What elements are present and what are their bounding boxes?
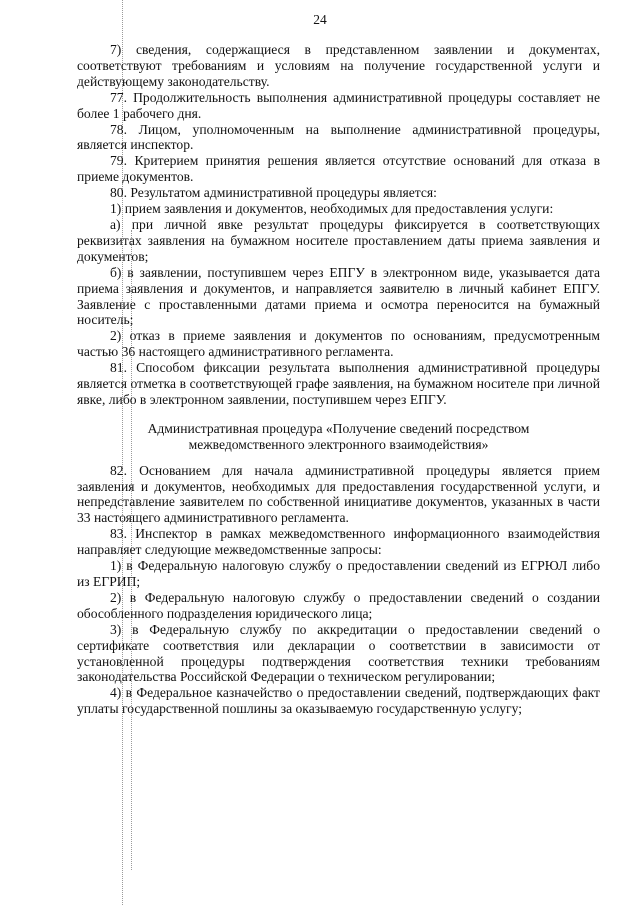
paragraph-78: 78. Лицом, уполномоченным на выполнение административной процедуры, является инспектор. bbox=[77, 121, 600, 153]
paragraph-79: 79. Критерием принятия решения является отсутствие оснований для отказа в приеме документов. bbox=[77, 153, 600, 185]
page-number: 24 bbox=[313, 12, 327, 27]
paragraph-83-1: 1) в Федеральную налоговую службу о предоставлении сведений из ЕГРЮЛ либо из ЕГРИП; bbox=[77, 558, 600, 589]
paragraph-83: 83. Инспектор в рамках межведомственного информационного взаимодействия направляет следующие межведомственные запросы: bbox=[77, 526, 600, 558]
paragraph-7: 7) сведения, содержащиеся в представленном заявлении и документах, соответствуют требованиям и условиям на получение государственной услуги и действующему законодательству. bbox=[77, 42, 600, 89]
paragraph-80-1b: б) в заявлении, поступившем через ЕПГУ в электронном виде, указывается дата приема заявления и документов, и направляется заявителю в личный кабинет ЕПГУ. Заявление с проставленными датами приема и осмотра переносится на бумажный носитель; bbox=[77, 264, 600, 328]
paragraph-77: 77. Продолжительность выполнения административной процедуры составляет не более 1 рабочего дня. bbox=[77, 89, 600, 121]
paragraph-80-1: 1) прием заявления и документов, необходимых для предоставления услуги: bbox=[110, 201, 554, 217]
paragraph-80-1a: а) при личной явке результат процедуры фиксируется в соответствующих реквизитах заявления на бумажном носителе проставлением даты приема заявления и документов; bbox=[77, 216, 600, 264]
section-heading bbox=[77, 421, 600, 453]
document-body bbox=[77, 42, 600, 717]
section-heading-line-1: Административная процедура «Получение сведений посредством bbox=[147, 420, 530, 436]
paragraph-83-2: 2) в Федеральную налоговую службу о предоставлении сведений о создании обособленного подразделения юридического лица; bbox=[77, 589, 600, 621]
paragraph-83-4: 4) в Федеральное казначейство о предоставлении сведений, подтверждающих факт уплаты государственной пошлины за оказываемую государственную услугу; bbox=[77, 685, 600, 717]
paragraph-82: 82. Основанием для начала административной процедуры является прием заявления и документов, необходимых для предоставления государственной услуги, и непредставление заявителем по собственной инициативе документов, указанных в части 33 настоящего административного регламента. bbox=[77, 462, 600, 526]
paragraph-83-3: 3) в Федеральную службу по аккредитации о предоставлении сведений о сертификате соответствия или декларации о соответствии в зависимости от установленной процедуры подтверждения соответствия техники требованиям законодательства Российской Федерации о техническом регулировании; bbox=[77, 621, 600, 685]
paragraph-80: 80. Результатом административной процедуры является: bbox=[110, 185, 437, 201]
paragraph-80-2: 2) отказ в приеме заявления и документов по основаниям, предусмотренным частью 36 настоящего административного регламента. bbox=[77, 328, 600, 360]
section-heading-line-2: межведомственного электронного взаимодействия» bbox=[188, 436, 489, 452]
paragraph-81: 81. Способом фиксации результата выполнения административной процедуры является отметка в соответствующей графе заявления, на бумажном носителе при личной явке, либо в электронном заявлении, поступившем через ЕПГУ. bbox=[77, 360, 600, 407]
